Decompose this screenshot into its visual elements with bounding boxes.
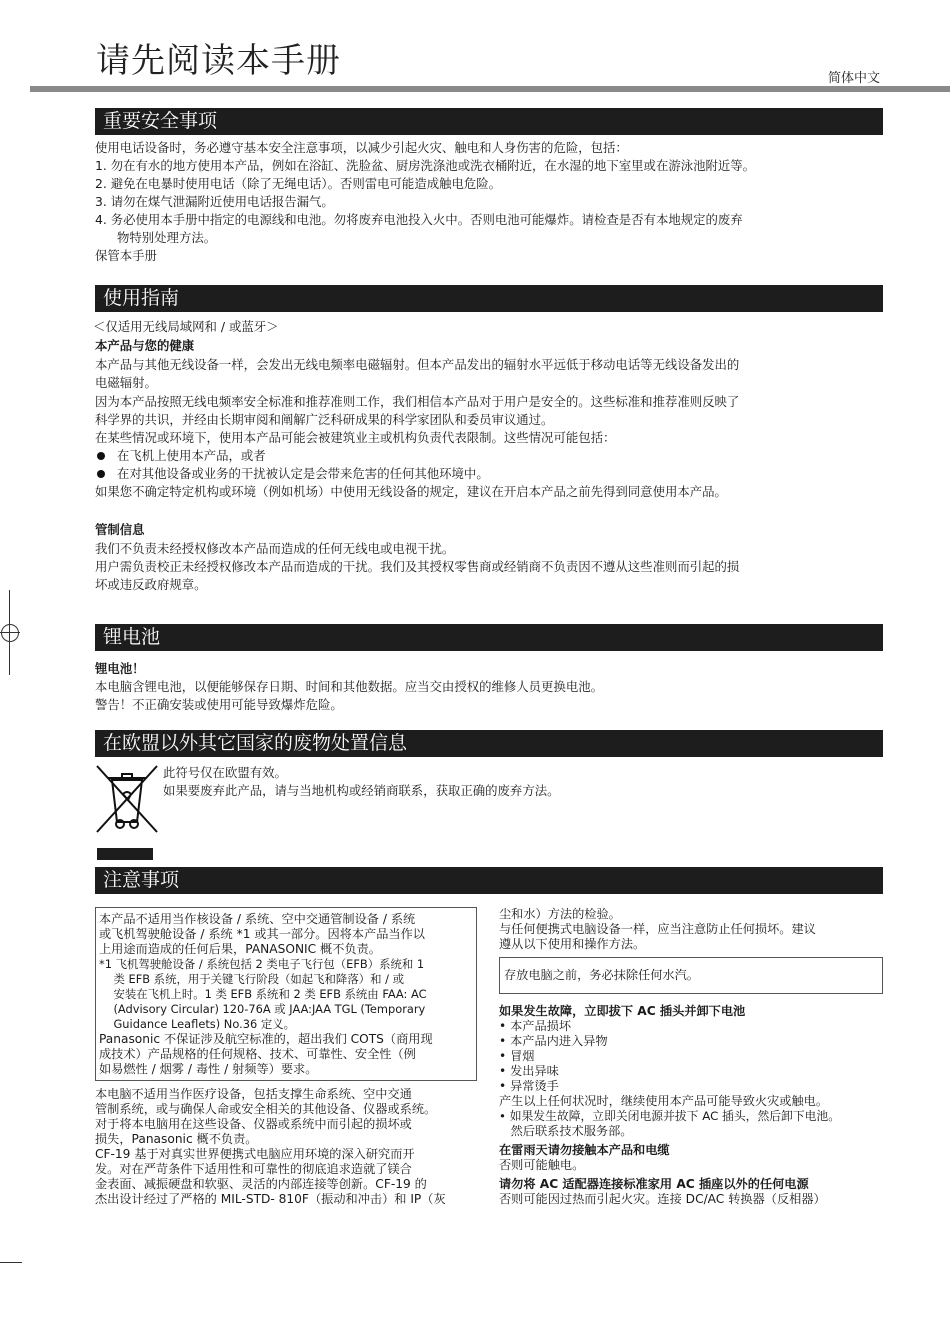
medical-line: 损失，Panasonic 概不负责。 xyxy=(95,1132,258,1146)
disposal-line: 此符号仅在欧盟有效。 xyxy=(163,765,287,780)
fault-item: • 冒烟 xyxy=(499,1049,535,1063)
guide-line: 科学界的共识，并经由长期审阅和阐解广泛科研成果的科学家团队和委员审议通过。 xyxy=(95,412,554,427)
battery-line: 警告！不正确安装或使用可能导致爆炸危险。 xyxy=(95,697,343,712)
guide-bullet: 在对其他设备或业务的干扰被认定是会带来危害的任何其他环境中。 xyxy=(117,466,489,481)
guide-line: 在某些情况或环境下，使用本产品可能会被建筑业主或机构负责代表限制。这些情况可能包括： xyxy=(95,430,616,445)
aviation-line: 成技术）产品规格的任何规格、技术、可靠性、安全性（例 xyxy=(99,1047,416,1061)
battery-subtitle: 锂电池！ xyxy=(95,661,145,676)
section-header-safety: 重要安全事项 xyxy=(95,108,883,135)
ac-text: 否则可能因过热而引起火灾。连接 DC/AC 转换器（反相器） xyxy=(499,1192,826,1206)
medical-line: CF-19 基于对真实世界便携式电脑应用环境的深入研究而开 xyxy=(95,1147,415,1161)
guide-line: 本产品与其他无线设备一样，会发出无线电频率电磁辐射。但本产品发出的辐射水平远低于移动电话等无线设备发出的 xyxy=(95,357,740,372)
bullet-dot xyxy=(97,470,105,478)
aviation-line: 本产品不适用当作核设备 / 系统、空中交通管制设备 / 系统 xyxy=(99,912,416,926)
header-rule xyxy=(30,86,950,92)
medical-line: 管制系统，或与确保人命或安全相关的其他设备、仪器或系统。 xyxy=(95,1102,437,1116)
language-label: 简体中文 xyxy=(827,71,880,86)
section-header-disposal: 在欧盟以外其它国家的废物处置信息 xyxy=(95,730,883,757)
safety-item: 4. 务必使用本手册中指定的电源线和电池。勿将废弃电池投入火中。否则电池可能爆炸。请检查是否有本地规定的废弃 xyxy=(95,212,743,227)
thunder-text: 否则可能触电。 xyxy=(499,1158,585,1172)
medical-line: 本电脑不适用当作医疗设备，包括支撑生命系统、空中交通 xyxy=(95,1087,412,1101)
aviation-footnote: *1 飞机驾驶舱设备 / 系统包括 2 类电子飞行包（EFB）系统和 1 xyxy=(99,957,425,971)
right-line: 与任何便携式电脑设备一样，应当注意防止任何损坏。建议 xyxy=(499,922,816,936)
regulatory-line: 坏或违反政府规章。 xyxy=(95,577,207,592)
ac-title: 请勿将 AC 适配器连接标准家用 AC 插座以外的任何电源 xyxy=(499,1177,809,1191)
medical-line: 金表面、减振硬盘和软驱、灵活的内部连接等创新。CF-19 的 xyxy=(95,1177,427,1191)
guide-closing: 如果您不确定特定机构或环境（例如机场）中使用无线设备的规定，建议在开启本产品之前先得到同意使用本产品。 xyxy=(95,484,727,499)
regulatory-line: 我们不负责未经授权修改本产品而造成的任何无线电或电视干扰。 xyxy=(95,541,455,556)
fault-item: • 本产品内进入异物 xyxy=(499,1034,608,1048)
aviation-line: 或飞机驾驶舱设备 / 系统 *1 或其一部分。因将本产品当作以 xyxy=(99,927,425,941)
medical-line: 发。对在严苛条件下适用性和可靠性的彻底追求造就了镁合 xyxy=(95,1162,412,1176)
disposal-line: 如果要废弃此产品，请与当地机构或经销商联系，获取正确的废弃方法。 xyxy=(163,783,560,798)
section-header-guide: 使用指南 xyxy=(95,285,883,312)
medical-line: 对于将本电脑用在这些设备、仪器或系统中而引起的损坏或 xyxy=(95,1117,412,1131)
regulatory-title: 管制信息 xyxy=(95,522,145,537)
fault-line: 产生以上任何状况时，继续使用本产品可能导致火灾或触电。 xyxy=(499,1094,829,1108)
right-line: 尘和水）方法的检验。 xyxy=(499,907,621,921)
safety-keep: 保管本手册 xyxy=(95,248,157,263)
aviation-line: 上用途而造成的任何后果，PANASONIC 概不负责。 xyxy=(99,942,381,956)
safety-intro: 使用电话设备时，务必遵守基本安全注意事项，以减少引起火灾、触电和人身伤害的危险，包括： xyxy=(95,140,628,155)
guide-line: 因为本产品按照无线电频率安全标准和推荐准则工作，我们相信本产品对于用户是安全的。这些标准和推荐准则反映了 xyxy=(95,394,740,409)
section-header-caution: 注意事项 xyxy=(95,867,883,894)
aviation-line: Panasonic 不保证涉及航空标准的，超出我们 COTS（商用现 xyxy=(99,1032,433,1046)
regulatory-line: 用户需负责校正未经授权修改本产品而造成的干扰。我们及其授权零售商或经销商不负责因不遵从这些准则而引起的损 xyxy=(95,559,740,574)
battery-line: 本电脑含锂电池，以便能够保存日期、时间和其他数据。应当交由授权的维修人员更换电池。 xyxy=(95,679,604,694)
fault-title: 如果发生故障，立即拔下 AC 插头并卸下电池 xyxy=(499,1004,746,1018)
safety-item: 1. 勿在有水的地方使用本产品，例如在浴缸、洗脸盆、厨房洗涤池或洗衣桶附近，在水湿的地下室里或在游泳池附近等。 xyxy=(95,158,756,173)
aviation-footnote: Guidance Leaflets) No.36 定义。 xyxy=(99,1017,295,1031)
fault-line: • 如果发生故障，立即关闭电源并拔下 AC 插头，然后卸下电池。 xyxy=(499,1109,841,1123)
crossed-out-wheelie-bin-icon xyxy=(95,764,159,834)
section-header-battery: 锂电池 xyxy=(95,624,883,651)
fault-line: 然后联系技术服务部。 xyxy=(499,1124,633,1138)
fault-item: • 发出异味 xyxy=(499,1064,559,1078)
right-line: 遵从以下使用和操作方法。 xyxy=(499,937,646,951)
safety-item: 物特别处理方法。 xyxy=(117,230,217,245)
thunder-title: 在雷雨天请勿接触本产品和电缆 xyxy=(499,1143,670,1157)
registration-mark xyxy=(1,624,19,642)
bullet-dot xyxy=(97,452,105,460)
fault-item: • 本产品损坏 xyxy=(499,1019,572,1033)
medical-line: 杰出设计经过了严格的 MIL-STD- 810F（振动和冲击）和 IP（灰 xyxy=(95,1192,446,1206)
safety-item: 2. 避免在电暴时使用电话（除了无绳电话）。否则雷电可能造成触电危险。 xyxy=(95,176,502,191)
aviation-footnote: 类 EFB 系统，用于关键飞行阶段（如起飞和降落）和 / 或 xyxy=(99,972,404,986)
fault-item: • 异常烫手 xyxy=(499,1079,559,1093)
health-title: 本产品与您的健康 xyxy=(95,338,195,353)
guide-bullet: 在飞机上使用本产品，或者 xyxy=(117,448,266,463)
guide-line: 电磁辐射。 xyxy=(95,375,157,390)
aviation-line: 如易燃性 / 烟雾 / 毒性 / 射频等）要求。 xyxy=(99,1062,318,1076)
guide-scope: ＜仅适用无线局域网和 / 或蓝牙＞ xyxy=(93,319,279,334)
aviation-footnote: (Advisory Circular) 120-76A 或 JAA:JAA TGL (Temporary xyxy=(99,1002,426,1016)
safety-item: 3. 请勿在煤气泄漏附近使用电话报告漏气。 xyxy=(95,194,334,209)
page-title: 请先阅读本手册 xyxy=(96,41,341,81)
aviation-footnote: 安装在飞机上时。1 类 EFB 系统和 2 类 EFB 系统由 FAA: AC xyxy=(99,987,427,1001)
black-marker-bar xyxy=(97,848,153,860)
crop-mark xyxy=(0,1262,22,1263)
moisture-notice: 存放电脑之前，务必抹除任何水汽。 xyxy=(504,968,699,982)
